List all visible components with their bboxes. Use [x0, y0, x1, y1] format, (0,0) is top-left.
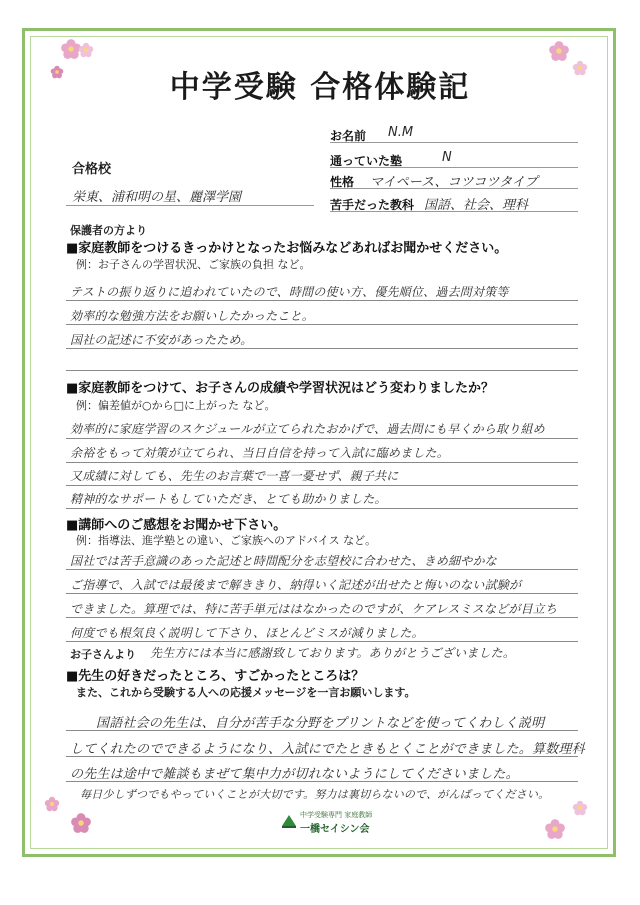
answer-4-line: してくれたのでできるようになり、入試にでたときもとくことができました。算数理科	[70, 742, 585, 757]
ruled-line	[66, 462, 578, 463]
answer-3-closing: 先生方には本当に感謝致しております。ありがとうございました。	[150, 646, 516, 660]
school-label: 合格校	[72, 162, 112, 177]
ruled-line	[66, 617, 578, 618]
child-label: お子さんより	[70, 648, 136, 661]
question-3: ■講師へのご感想をお聞かせ下さい。	[66, 518, 287, 533]
answer-2-line: 又成績に対しても、先生のお言葉で一喜一憂せず、親子共に	[70, 469, 399, 483]
name-label: お名前	[330, 129, 367, 143]
name-underline	[330, 142, 578, 143]
flower-icon	[70, 812, 92, 834]
juku-label: 通っていた塾	[330, 154, 403, 168]
answer-4-line: 毎日少しずつでもやっていくことが大切です。努力は裏切らないので、がんばってください。	[80, 788, 550, 801]
name-value: N.M	[388, 125, 414, 140]
weak-subject-underline	[330, 211, 578, 212]
ruled-line	[66, 569, 578, 570]
question-1-example: 例：お子さんの学習状況、ご家族の負担 など。	[76, 258, 311, 271]
weak-subject-label: 苦手だった教科	[330, 198, 415, 212]
ruled-line	[66, 324, 578, 325]
ruled-line	[66, 508, 578, 509]
answer-1-line: 効率的な勉強方法をお願いしたかったこと。	[70, 309, 315, 323]
answer-2-line: 余裕をもって対策が立てられ、当日自信を持って入試に臨めました。	[70, 446, 449, 460]
ruled-line	[66, 348, 578, 349]
answer-3-line: ご指導で、入試では最後まで解ききり、納得いく記述が出せたと悔いのない試験が	[70, 578, 522, 592]
question-2-example: 例：偏差値が○から□に上がった など。	[76, 399, 276, 412]
answer-3-line: 何度でも根気良く説明して下さり、ほとんどミスが減りました。	[70, 626, 424, 640]
juku-value: N	[442, 150, 452, 165]
company-logo	[280, 808, 373, 835]
answer-2-line: 精神的なサポートもしていただき、とても助かりました。	[70, 492, 387, 506]
answer-1-line: テストの振り返りに追われていたので、時間の使い方、優先順位、過去問対策等	[70, 285, 509, 299]
page-title: 中学受験 合格体験記	[169, 70, 471, 105]
school-underline	[66, 205, 314, 206]
question-4: ■先生の好きだったところ、すごかったところは？	[66, 669, 365, 684]
logo-mark-icon	[280, 812, 298, 830]
answer-1-line: 国社の記述に不安があったため。	[70, 333, 253, 347]
weak-subject-value: 国語、社会、理科	[424, 198, 529, 213]
question-1: ■家庭教師をつけるきっかけとなったお悩みなどあればお聞かせください。	[66, 241, 508, 256]
flower-icon	[78, 42, 94, 58]
question-4-sub: また、これから受験する人への応援メッセージを一言お願いします。	[76, 686, 416, 699]
ruled-line	[66, 730, 578, 731]
logo-tagline: 中学受験専門 家庭教師	[300, 811, 373, 819]
question-3-example: 例：指導法、進学塾との違い、ご家族へのアドバイス など。	[76, 534, 377, 547]
school-value: 栄東、浦和明の星、麗澤学園	[72, 190, 242, 205]
personality-label: 性格	[330, 175, 355, 189]
flower-icon	[44, 796, 60, 812]
answer-2-line: 効率的に家庭学習のスケジュールが立てられたおかげで、過去問にも早くから取り組め	[70, 422, 545, 436]
answer-4-line: の先生は途中で雑談もまぜて集中力が切れないようにしてくださいました。	[70, 767, 519, 782]
ruled-line	[66, 593, 578, 594]
personality-value: マイペース、コツコツタイプ	[370, 175, 538, 190]
flower-icon	[544, 818, 566, 840]
ruled-line	[66, 300, 578, 301]
parent-label: 保護者の方より	[70, 224, 147, 237]
logo-name: 一橋セイシン会	[300, 824, 370, 835]
answer-3-line: できました。算理では、特に苦手単元ははなかったのですが、ケアレスミスなどが目立ち	[70, 602, 558, 616]
ruled-line	[66, 756, 578, 757]
ruled-line	[66, 438, 578, 439]
answer-3-line: 国社では苦手意識のあった記述と時間配分を志望校に合わせた、きめ細やかな	[70, 554, 497, 568]
ruled-line	[66, 641, 578, 642]
ruled-line	[66, 370, 578, 371]
answer-4-line: 国語社会の先生は、自分が苦手な分野をプリントなどを使ってくわしく説明	[96, 716, 545, 731]
ruled-line	[66, 485, 578, 486]
flower-icon	[572, 800, 588, 816]
flower-icon	[548, 40, 570, 62]
juku-underline	[330, 167, 578, 168]
ruled-line	[66, 781, 578, 782]
question-2: ■家庭教師をつけて、お子さんの成績や学習状況はどう変わりましたか？	[66, 381, 495, 396]
personality-underline	[330, 188, 578, 189]
